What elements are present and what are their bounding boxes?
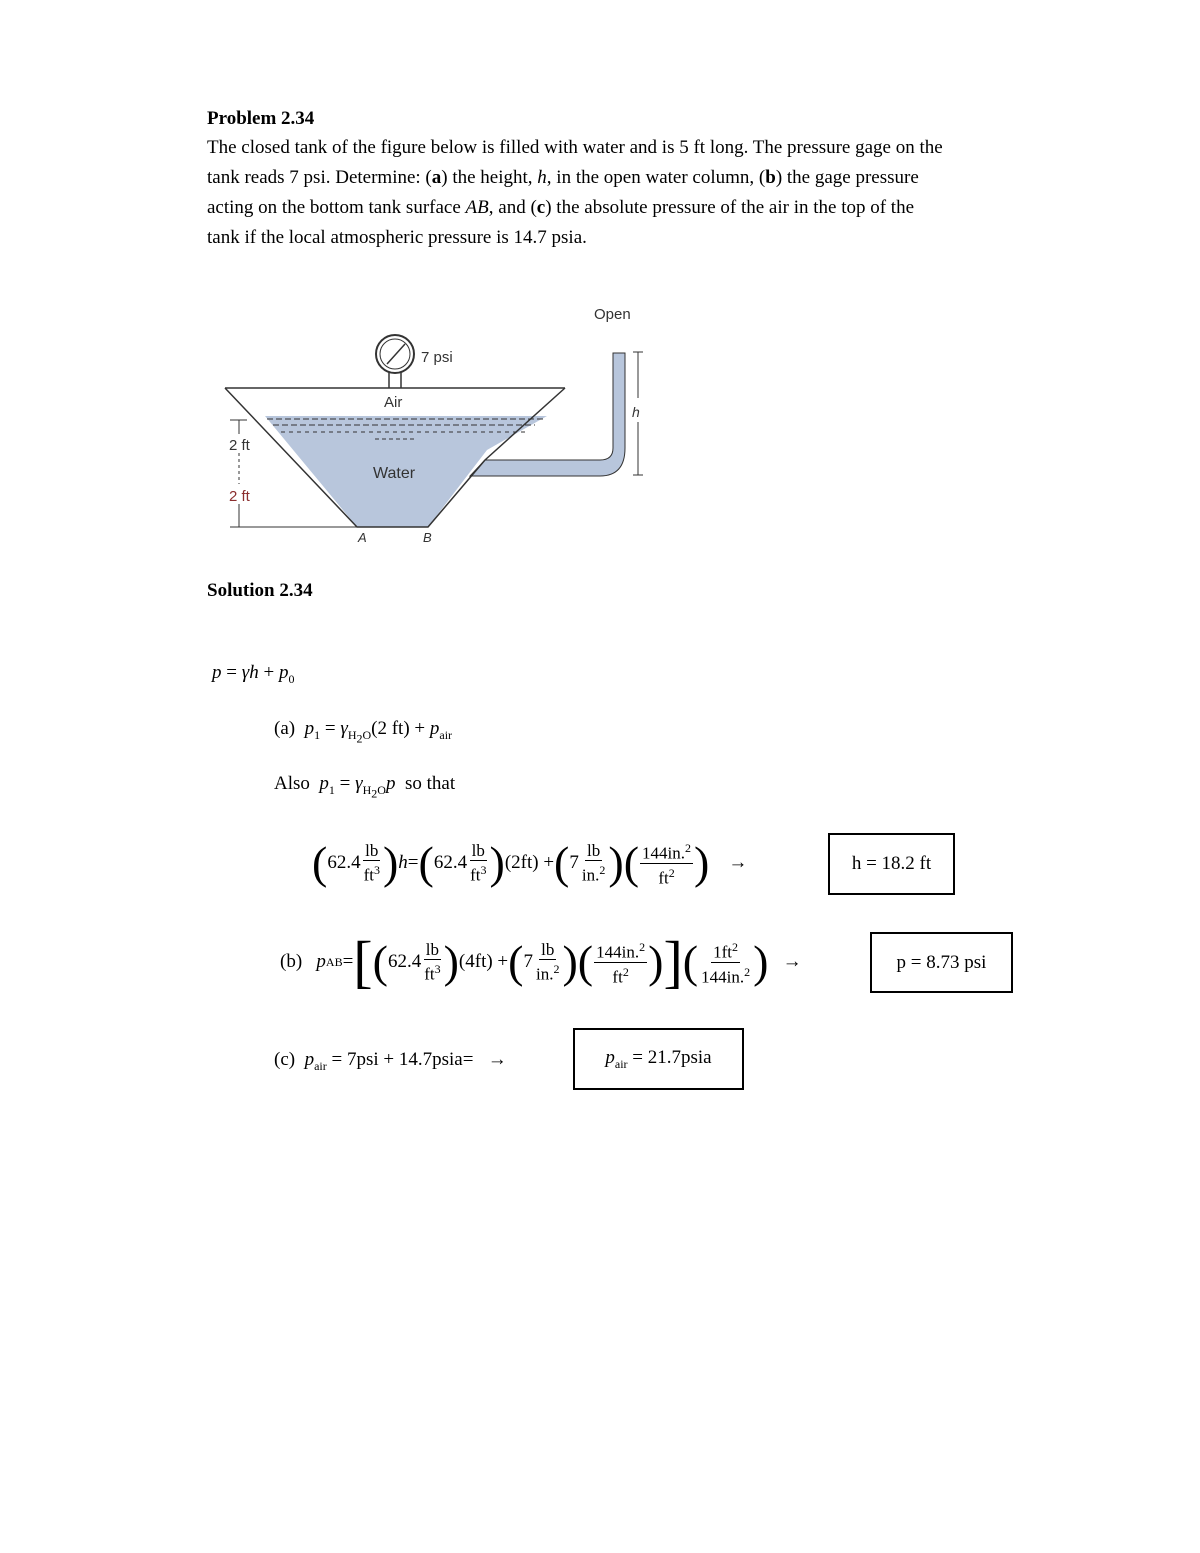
problem-line-3: acting on the bottom tank surface AB, and (c) the absolute pressure of the air in the top of the xyxy=(207,197,915,218)
air-label: Air xyxy=(384,394,403,411)
point-a-label: A xyxy=(358,530,367,545)
part-a-also: Also $p_1 = \gamma_{H_2O}p$ so that xyxy=(274,773,456,801)
h-label: h xyxy=(632,404,640,420)
pair-result-box xyxy=(573,1028,744,1090)
problem-title: Problem 2.34 xyxy=(207,108,315,129)
part-b-equation: (b) p AB = [ ( 62.4 $\frac{lb}{ft^3}$ ) (4ft) + ( 7 $\frac{lb}{in.^2}$ ) ( $\frac{144in.^2}{ft^2}$ ) ] ( $\frac{1ft^2}{144in.^2}$ ) → xyxy=(280,929,802,994)
problem-line-2: tank reads 7 psi. Determine: (a) the height, h, in the open water column, (b) the gage pressure xyxy=(207,167,919,188)
problem-line-4: tank if the local atmospheric pressure is 14.7 psia. xyxy=(207,227,587,248)
h-result: h = 18.2 ft xyxy=(851,853,932,874)
pab-result: p = 8.73 psi xyxy=(896,951,987,973)
arrow-icon: → xyxy=(782,951,802,972)
solution-title: Solution 2.34 xyxy=(207,580,313,601)
arrow-icon: → xyxy=(487,1049,507,1070)
open-label: Open xyxy=(594,306,631,323)
arrow-icon: → xyxy=(728,852,748,873)
h-equation: ( 62.4 $\frac{lb}{ft^3}$ ) h = ( 62.4 $\frac{lb}{ft^3}$ ) (2ft) + ( 7 $\frac{lb}{in.^2}$ ) ( $\frac{144in.^2}{ft^2}$ ) → xyxy=(312,837,748,888)
dim-label-bottom: 2 ft xyxy=(229,488,250,505)
h-result-box xyxy=(828,833,955,895)
general-equation: $p = \gamma h + p_0$ xyxy=(212,662,295,686)
dim-label-top: 2 ft xyxy=(229,437,250,454)
gage-label: 7 psi xyxy=(421,349,453,366)
problem-statement xyxy=(207,133,1087,253)
part-a-equation: (a) $p_1 = \gamma_{H_2O}(2$ $ft) + p_{air}$ xyxy=(274,718,453,746)
water-label: Water xyxy=(373,465,416,482)
open-pipe xyxy=(470,353,625,476)
point-b-label: B xyxy=(423,530,432,545)
pair-result: $p_{air}$ = 21.7psia xyxy=(605,1046,712,1071)
tank-figure xyxy=(215,298,655,550)
pab-result-box xyxy=(870,932,1013,993)
part-c-equation: (c) $p_{air} = 7psi$ + 14.7psia= → xyxy=(274,1049,507,1073)
problem-line-1: The closed tank of the figure below is filled with water and is 5 ft long. The pressure gage on the xyxy=(207,137,943,158)
